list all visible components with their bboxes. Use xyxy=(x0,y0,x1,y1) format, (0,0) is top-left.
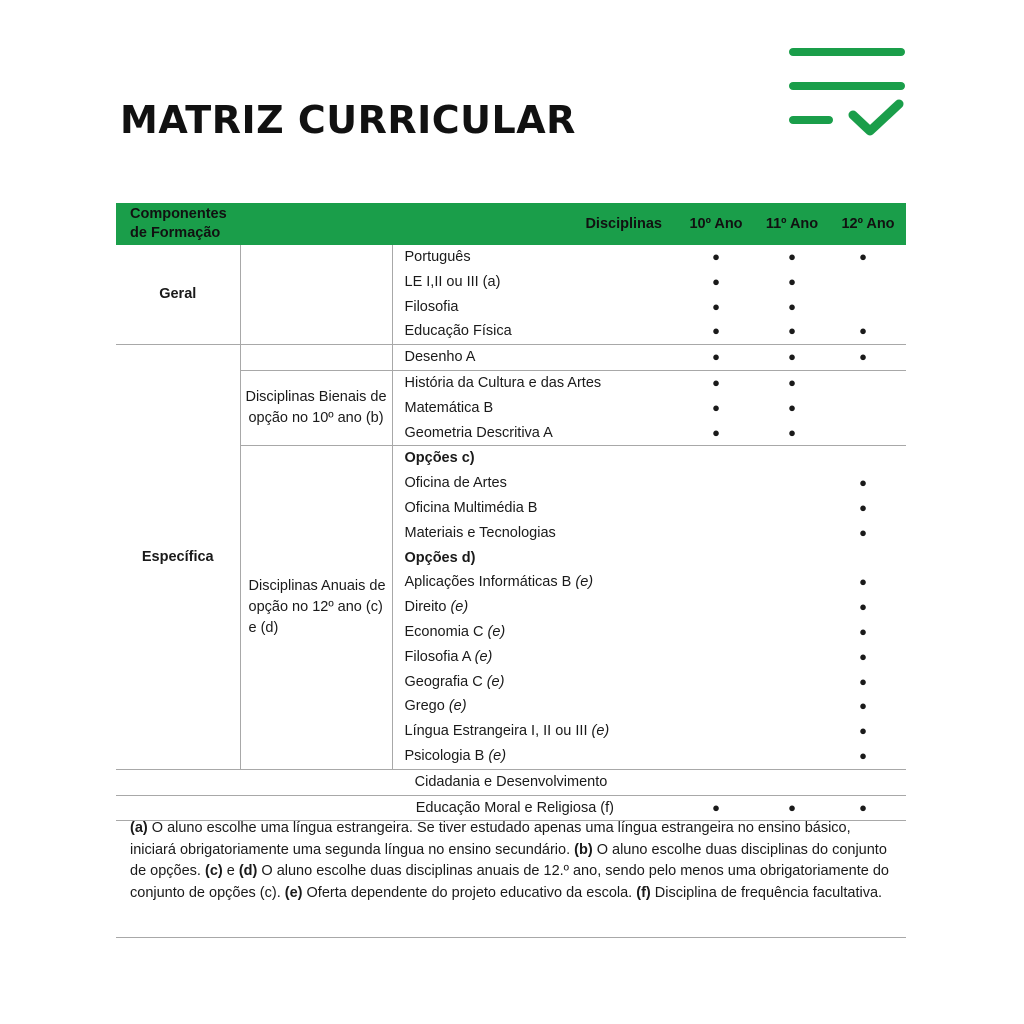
marker-10: ● xyxy=(678,370,754,395)
subject-name: História da Cultura e das Artes xyxy=(392,370,678,395)
marker-12 xyxy=(830,295,906,320)
header-disciplines: Disciplinas xyxy=(240,203,678,245)
marker-12 xyxy=(830,270,906,295)
marker-10: ● xyxy=(712,323,720,339)
subject-name: Economia C (e) xyxy=(404,623,506,640)
desenho-subgroup xyxy=(240,345,392,371)
subject-name: Matemática B xyxy=(404,399,494,416)
geral-subgroup xyxy=(240,245,392,345)
marker-12: ● xyxy=(859,747,867,763)
subject-name: Geografia C (e) xyxy=(404,673,505,690)
marker-12: ● xyxy=(859,249,867,264)
marker-12 xyxy=(830,396,906,421)
subject-name: Aplicações Informáticas B (e) xyxy=(404,574,594,591)
marker-12: ● xyxy=(830,345,906,371)
marker-10: ● xyxy=(712,249,720,264)
marker-11: ● xyxy=(788,424,796,440)
curriculum-table xyxy=(116,203,906,821)
marker-12 xyxy=(830,370,906,395)
subject-name: Grego (e) xyxy=(404,698,467,715)
subject-name: Direito (e) xyxy=(404,599,469,616)
marker-11: ● xyxy=(788,298,796,314)
subject-name: Desenho A xyxy=(392,345,678,371)
table-header xyxy=(116,203,906,245)
subject-name: Filosofia A (e) xyxy=(404,648,493,665)
marker-12: ● xyxy=(859,499,867,515)
subject-name: Educação Moral e Religiosa (f) xyxy=(116,795,678,821)
subject-name: Oficina Multimédia B xyxy=(404,499,538,516)
marker-12: ● xyxy=(859,648,867,664)
page-title: MATRIZ CURRICULAR xyxy=(120,98,576,142)
group-especifica: Específica xyxy=(116,345,240,770)
marker-12: ● xyxy=(859,475,867,491)
subject-name: Português xyxy=(404,249,471,265)
table-row xyxy=(116,795,906,821)
marker-10: ● xyxy=(712,298,720,314)
marker-10: ● xyxy=(678,345,754,371)
subject-name: Filosofia xyxy=(404,298,459,315)
marker-12: ● xyxy=(830,795,906,821)
header-year-10: 10º Ano xyxy=(678,203,754,245)
marker-11: ● xyxy=(788,249,796,264)
marker-10: ● xyxy=(712,424,720,440)
marker-12: ● xyxy=(859,723,867,739)
marker-12: ● xyxy=(859,323,867,339)
subject-name: Geometria Descritiva A xyxy=(404,424,553,441)
options-d-heading: Opções d) xyxy=(404,549,476,566)
marker-12: ● xyxy=(859,599,867,615)
group-geral: Geral xyxy=(116,245,240,345)
divider xyxy=(116,937,906,938)
checklist-icon xyxy=(786,44,910,140)
options-c-heading: Opções c) xyxy=(392,446,678,471)
table-row xyxy=(116,345,906,371)
marker-12: ● xyxy=(859,574,867,590)
subject-name: Psicologia B (e) xyxy=(404,747,507,764)
subject-name: Língua Estrangeira I, II ou III (e) xyxy=(404,723,610,740)
subject-name: Educação Física xyxy=(404,323,512,340)
marker-11: ● xyxy=(754,795,830,821)
marker-11: ● xyxy=(788,399,796,415)
table-row xyxy=(116,769,906,795)
subject-name: Oficina de Artes xyxy=(404,475,507,492)
marker-10: ● xyxy=(712,273,720,289)
group-anuais: Disciplinas Anuais de opção no 12º ano (c) e (d) xyxy=(240,446,392,769)
cidadania-row: Cidadania e Desenvolvimento xyxy=(116,769,906,795)
marker-11: ● xyxy=(754,345,830,371)
group-bienais: Disciplinas Bienais de opção no 10º ano (b) xyxy=(240,370,392,445)
marker-12: ● xyxy=(859,698,867,714)
marker-10: ● xyxy=(712,399,720,415)
marker-12 xyxy=(830,421,906,446)
subject-name: Materiais e Tecnologias xyxy=(404,524,556,541)
marker-12: ● xyxy=(859,623,867,639)
marker-12: ● xyxy=(859,524,867,540)
header-year-12: 12º Ano xyxy=(830,203,906,245)
marker-11: ● xyxy=(754,370,830,395)
header-components: Componentes de Formação xyxy=(116,203,240,245)
header-year-11: 11º Ano xyxy=(754,203,830,245)
table-row xyxy=(116,245,906,270)
footnotes: (a) O aluno escolhe uma língua estrangeira. Se tiver estudado apenas uma língua estrangeira no ensino básico, iniciará obrigatoriamente uma segunda língua no ensino secundário. (b) O aluno escolhe duas disciplinas do conjunto de opções. (c) e (d) O aluno escolhe duas disciplinas anuais de 12.º ano, sendo pelo menos uma obrigatoriamente do conjunto de opções (c). (e) Oferta dependente do projeto educativo da escola. (f) Disciplina de frequência facultativa. xyxy=(130,820,889,901)
marker-11: ● xyxy=(788,273,796,289)
marker-12: ● xyxy=(859,673,867,689)
subject-name: LE I,II ou III (a) xyxy=(404,273,501,290)
marker-10: ● xyxy=(678,795,754,821)
marker-11: ● xyxy=(788,323,796,339)
